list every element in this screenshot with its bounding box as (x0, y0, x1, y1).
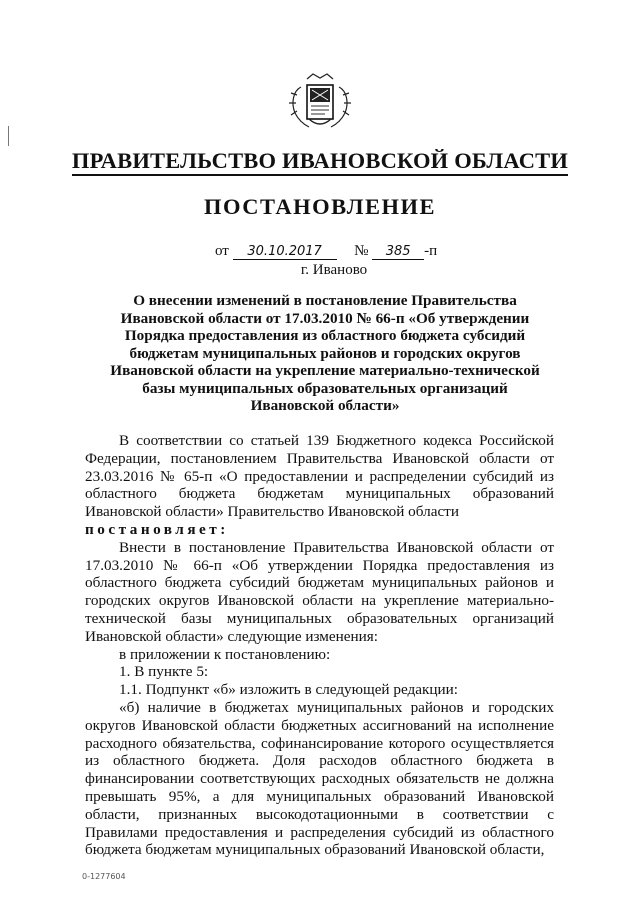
city: г. Иваново (300, 262, 368, 278)
paragraph-2: в приложении к постановлению: (119, 645, 331, 663)
number-label: № (354, 243, 369, 259)
document-body (85, 432, 554, 859)
date-number-line (215, 243, 437, 260)
paragraph-4: 1.1. Подпункт «б» изложить в следующей редакции: (119, 681, 458, 699)
paragraph-5: «б) наличие в бюджетах муниципальных районов и городских округов Ивановской области бюджетных ассигнований на исполнение расходного обязательства, софинансирование которого осуществляется из областного бюджета. Доля расходов областного бюджета в финансировании соответствующих расходных обязательств не должна превышать 95%, а для муниципальных образований Ивановской области, признанных высокодотационными в соответствии с Правилами предоставления и распределения субсидий из областного бюджета бюджетам муниципальных образований Ивановской области, (85, 698, 554, 859)
paragraph-3: 1. В пункте 5: (119, 663, 209, 681)
document-subject: О внесении изменений в постановление Правительства Ивановской области от 17.03.2010 № 66-п «Об утверждении Порядка предоставления из областного бюджета субсидий бюджетам муниципальных районов и городских округов Ивановской области на укрепление материально-технической базы муниципальных образовательных организаций Ивановской области» (110, 292, 540, 414)
resolves-word: постановляет: (85, 520, 229, 538)
document-type: ПОСТАНОВЛЕНИЕ (203, 194, 437, 219)
coat-of-arms-icon (287, 73, 353, 131)
number-suffix: -п (424, 243, 438, 259)
paragraph-intro: В соответствии со статьей 139 Бюджетного кодекса Российской Федерации, постановлением Правительства Ивановской области от 23.03.2016 № 65-п «О предоставлении и распределении субсидий из областного бюджета бюджетам муниципальных образований Ивановской области» Правительство Ивановской области (85, 432, 554, 521)
document-date: 30.10.2017 (233, 244, 337, 260)
document-code: 0-1277604 (82, 872, 126, 881)
government-title: ПРАВИТЕЛЬСТВО ИВАНОВСКОЙ ОБЛАСТИ (0, 148, 640, 174)
from-label: от (215, 243, 229, 259)
document-number: 385 (372, 244, 424, 260)
margin-mark (8, 126, 9, 146)
paragraph-1: Внести в постановление Правительства Ивановской области от 17.03.2010 № 66-п «Об утверждении Порядка предоставления из областного бюджета субсидий бюджетам муниципальных районов и городских округов Ивановской области на укрепление материально-технической базы муниципальных образовательных организаций Ивановской области» следующие изменения: (85, 538, 554, 645)
